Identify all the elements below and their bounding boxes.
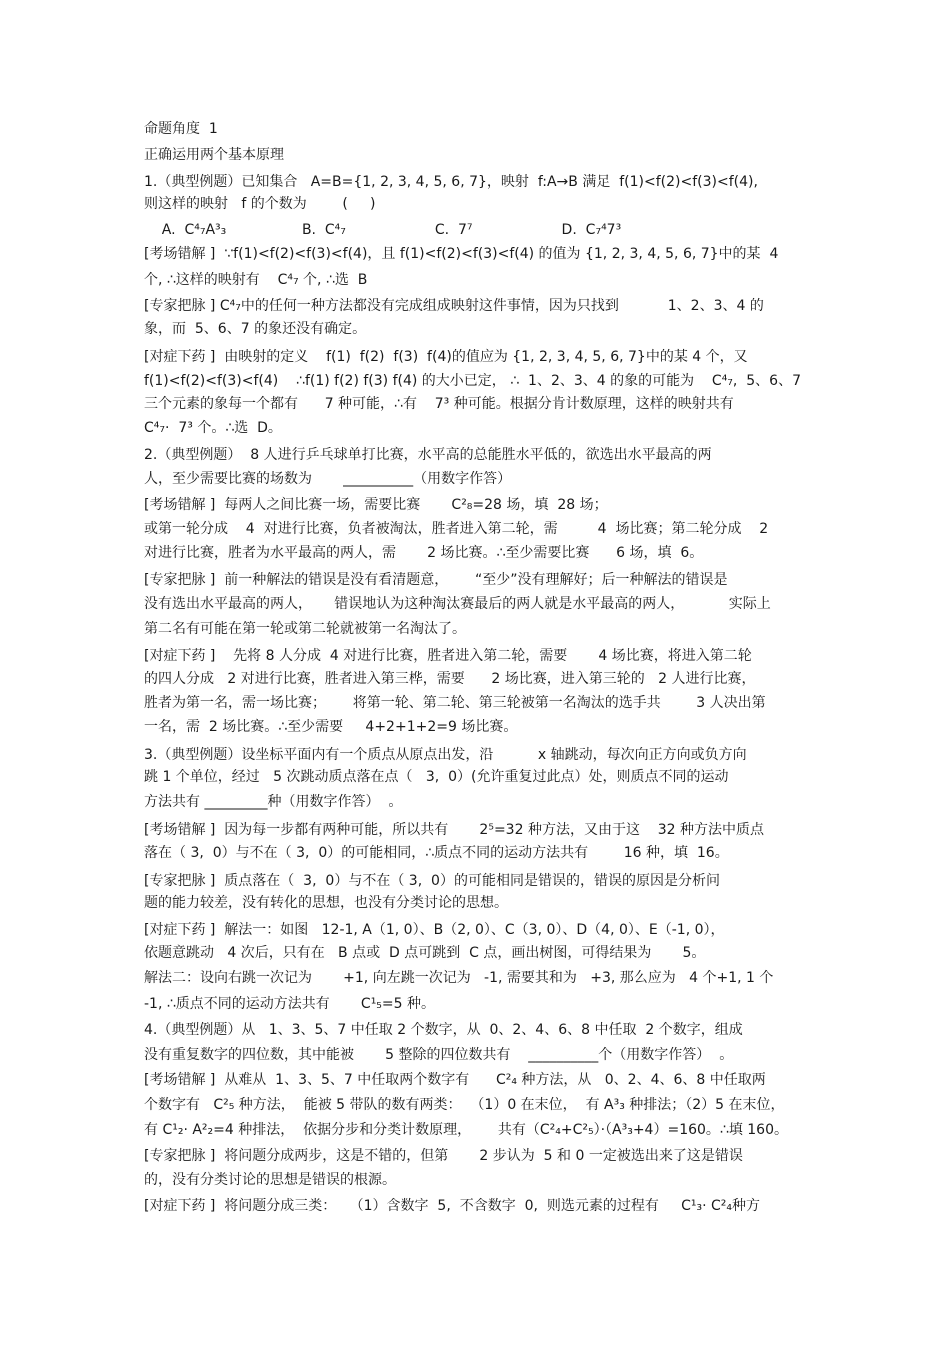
text-line: -1, ∴质点不同的运动方法共有 C¹₅=5 种。 bbox=[144, 996, 436, 1012]
text-line: 解法二：设向右跳一次记为 +1, 向左跳一次记为 -1, 需要其和为 +3, 那么应为 4 个+1, 1 个 bbox=[144, 970, 774, 986]
text-line: 有 C¹₂· A²₂=4 种排法， 依据分步和分类计数原理， 共有（C²₄+C²₅）·（A³₃+4）=160。∴填 160。 bbox=[144, 1122, 788, 1138]
text-line: [考场错解 ] 从难从 1、3、5、7 中任取两个数字有 C²₄ 种方法，从 0、2、4、6、8 中任取两 bbox=[144, 1072, 766, 1088]
text-line: 方法共有 _________种（用数字作答） 。 bbox=[144, 794, 403, 810]
text-line: 胜者为第一名，需一场比赛； 将第一轮、第二轮、第三轮被第一名淘汰的选手共 3 人决出第 bbox=[144, 695, 766, 711]
text-line: [考场错解 ] 每两人之间比赛一场，需要比赛 C²₈=28 场，填 28 场； bbox=[144, 497, 608, 513]
text-line: A. C⁴₇A³₃ B. C⁴₇ C. 7⁷ D. C₇⁴7³ bbox=[144, 222, 622, 238]
text-line: 则这样的映射 f 的个数为 ( ) bbox=[144, 196, 376, 212]
text-line: 4.（典型例题）从 1、3、5、7 中任取 2 个数字，从 0、2、4、6、8 中任取 2 个数字，组成 bbox=[144, 1022, 743, 1038]
text-line: [专家把脉 ] C⁴₇中的任何一种方法都没有完成组成映射这件事情，因为只找到 1、2、3、4 的 bbox=[144, 298, 764, 314]
text-line: 3.（典型例题）设坐标平面内有一个质点从原点出发，沿 x 轴跳动，每次向正方向或负方向 bbox=[144, 747, 747, 763]
text-line: [对症下药 ] 解法一：如图 12-1, A（1, 0）、B（2, 0）、C（3, 0）、D（4, 0）、E（-1, 0）， bbox=[144, 922, 725, 938]
text-line: [专家把脉 ] 前一种解法的错误是没有看清题意， “至少”没有理解好；后一种解法的错误是 bbox=[144, 572, 728, 588]
text-line: [对症下药 ] 将问题分成三类： （1）含数字 5, 不含数字 0, 则选元素的过程有 C¹₃· C²₄种方 bbox=[144, 1198, 760, 1214]
text-line: f(1)<f(2)<f(3)<f(4) ∴f(1) f(2) f(3) f(4) 的大小已定， ∴ 1、2、3、4 的象的可能为 C⁴₇, 5、6、7 bbox=[144, 373, 801, 389]
text-line: 落在（ 3, 0）与不在（ 3, 0）的可能相同，∴质点不同的运动方法共有 16 种，填 16。 bbox=[144, 845, 729, 861]
text-line: 一名，需 2 场比赛。∴至少需要 4+2+1+2=9 场比赛。 bbox=[144, 719, 518, 735]
text-line: 个, ∴这样的映射有 C⁴₇ 个, ∴选 B bbox=[144, 272, 368, 288]
text-line: 个数字有 C²₅ 种方法， 能被 5 带队的数有两类： （1）0 在末位， 有 A³₃ 种排法；（2）5 在末位， bbox=[144, 1097, 785, 1113]
text-line: 的四人分成 2 对进行比赛，胜者进入第三桦，需要 2 场比赛，进入第三轮的 2 人进行比赛， bbox=[144, 671, 756, 687]
text-line: 没有重复数字的四位数，其中能被 5 整除的四位数共有 __________个（用数字作答） 。 bbox=[144, 1047, 734, 1063]
text-line: 人，至少需要比赛的场数为 __________（用数字作答） bbox=[144, 471, 512, 487]
text-line: 象，而 5、6、7 的象还没有确定。 bbox=[144, 321, 367, 337]
text-line: [考场错解 ] 因为每一步都有两种可能，所以共有 2⁵=32 种方法，又由于这 32 种方法中质点 bbox=[144, 822, 765, 838]
text-line: 2.（典型例题） 8 人进行乒乓球单打比赛，水平高的总能胜水平低的，欲选出水平最高的两 bbox=[144, 447, 712, 463]
text-line: 跳 1 个单位，经过 5 次跳动质点落在点（ 3, 0）(允许重复过此点）处，则质点不同的运动 bbox=[144, 769, 729, 785]
text-line: [考场错解 ] ∵f(1)<f(2)<f(3)<f(4)，且 f(1)<f(2)<f(3)<f(4) 的值为 {1, 2, 3, 4, 5, 6, 7}中的某 4 bbox=[144, 246, 779, 262]
text-line: 依题意跳动 4 次后，只有在 B 点或 D 点可跳到 C 点，画出树图，可得结果为 5。 bbox=[144, 945, 706, 961]
text-line: 或第一轮分成 4 对进行比赛，负者被淘汰，胜者进入第二轮，需 4 场比赛；第二轮分成 2 bbox=[144, 521, 769, 537]
text-line: [专家把脉 ] 将问题分成两步，这是不错的，但第 2 步认为 5 和 0 一定被选出来了这是错误 bbox=[144, 1148, 743, 1164]
text-line: 的，没有分类讨论的思想是错误的根源。 bbox=[144, 1172, 396, 1188]
text-line: 命题角度 1 bbox=[144, 121, 218, 137]
text-line: [对症下药 ] 先将 8 人分成 4 对进行比赛，胜者进入第二轮，需要 4 场比赛，将进入第二轮 bbox=[144, 648, 752, 664]
text-line: 正确运用两个基本原理 bbox=[144, 147, 284, 163]
text-line: 题的能力较差，没有转化的思想，也没有分类讨论的思想。 bbox=[144, 895, 508, 911]
text-line: [对症下药 ] 由映射的定义 f(1) f(2) f(3) f(4)的值应为 {1, 2, 3, 4, 5, 6, 7}中的某 4 个，又 bbox=[144, 349, 748, 365]
text-line: 三个元素的象每一个都有 7 种可能，∴有 7³ 种可能。根据分肯计数原理，这样的映射共有 bbox=[144, 396, 734, 412]
text-line: [专家把脉 ] 质点落在（ 3, 0）与不在（ 3, 0）的可能相同是错误的，错误的原因是分析问 bbox=[144, 873, 720, 889]
text-line: 对进行比赛，胜者为水平最高的两人，需 2 场比赛。∴至少需要比赛 6 场，填 6。 bbox=[144, 545, 704, 561]
text-line: 第二名有可能在第一轮或第二轮就被第一名淘汰了。 bbox=[144, 621, 466, 637]
text-line: 没有选出水平最高的两人， 错误地认为这种淘汰赛最后的两人就是水平最高的两人， 实际上 bbox=[144, 596, 771, 612]
text-line: C⁴₇· 7³ 个。∴选 D。 bbox=[144, 420, 282, 436]
text-line: 1.（典型例题）已知集合 A=B={1, 2, 3, 4, 5, 6, 7}，映射 f:A→B 满足 f(1)<f(2)<f(3)<f(4), bbox=[144, 174, 758, 190]
